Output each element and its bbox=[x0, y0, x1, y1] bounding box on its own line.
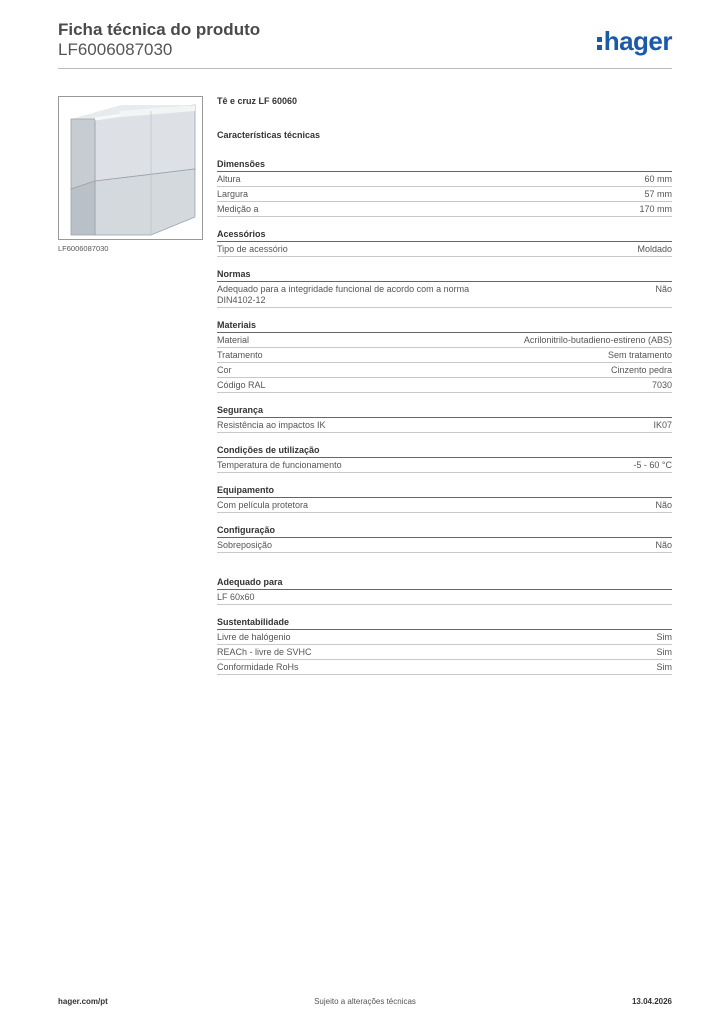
spec-value: Acrilonitrilo-butadieno-estireno (ABS) bbox=[523, 335, 672, 345]
section-title: Segurança bbox=[217, 405, 672, 418]
spec-row bbox=[217, 458, 672, 473]
spec-value: Sem tratamento bbox=[607, 350, 672, 360]
spec-value: Sim bbox=[656, 647, 672, 657]
spec-label: Livre de halógenio bbox=[217, 632, 291, 642]
spec-section bbox=[217, 577, 672, 605]
spec-label: Tipo de acessório bbox=[217, 244, 288, 254]
spec-value: 60 mm bbox=[644, 174, 672, 184]
spec-row bbox=[217, 498, 672, 513]
spec-value: IK07 bbox=[653, 420, 672, 430]
spec-row bbox=[217, 172, 672, 187]
spec-row bbox=[217, 363, 672, 378]
spec-section bbox=[217, 229, 672, 257]
spec-label: Adequado para a integridade funcional de acordo com a norma DIN4102-12 bbox=[217, 284, 470, 305]
spec-section bbox=[217, 617, 672, 675]
spec-value: 7030 bbox=[651, 380, 672, 390]
section-title: Adequado para bbox=[217, 577, 672, 590]
spec-value: Não bbox=[655, 540, 672, 550]
header-divider bbox=[58, 68, 672, 69]
spec-value: 170 mm bbox=[639, 204, 672, 214]
spec-row bbox=[217, 242, 672, 257]
spec-section bbox=[217, 269, 672, 308]
spec-label: Material bbox=[217, 335, 250, 345]
spec-label: Resistência ao impactos IK bbox=[217, 420, 326, 430]
spec-row bbox=[217, 645, 672, 660]
spec-row bbox=[217, 538, 672, 553]
spec-row bbox=[217, 418, 672, 433]
spec-label: Código RAL bbox=[217, 380, 266, 390]
spec-row bbox=[217, 333, 672, 348]
spec-row bbox=[217, 202, 672, 217]
spec-label: Tratamento bbox=[217, 350, 263, 360]
spec-label: Sobreposição bbox=[217, 540, 273, 550]
hager-logo bbox=[597, 26, 672, 57]
footer-date: 13.04.2026 bbox=[631, 997, 672, 1006]
spec-value: Moldado bbox=[637, 244, 672, 254]
spec-value: -5 - 60 °C bbox=[633, 460, 672, 470]
spec-section bbox=[217, 525, 672, 553]
section-title: Configuração bbox=[217, 525, 672, 538]
spec-value bbox=[662, 592, 672, 603]
product-image-caption: LF6006087030 bbox=[58, 244, 109, 253]
spec-value: Sim bbox=[656, 632, 672, 642]
spec-sections bbox=[217, 159, 672, 675]
document-header bbox=[58, 20, 672, 60]
section-title: Equipamento bbox=[217, 485, 672, 498]
spec-label: Cor bbox=[217, 365, 232, 375]
spec-heading: Características técnicas bbox=[217, 130, 321, 140]
spec-section bbox=[217, 405, 672, 433]
footer-notice: Sujeito a alterações técnicas bbox=[314, 997, 416, 1006]
product-tee-icon bbox=[59, 97, 202, 239]
spec-row bbox=[217, 282, 672, 308]
spec-section bbox=[217, 159, 672, 217]
logo-dots-icon bbox=[597, 34, 602, 53]
spec-section bbox=[217, 445, 672, 473]
spec-value: 57 mm bbox=[644, 189, 672, 199]
footer-website-link[interactable]: hager.com/pt bbox=[58, 997, 108, 1006]
specification-content bbox=[217, 96, 672, 675]
spec-label: Temperatura de funcionamento bbox=[217, 460, 342, 470]
product-name: Tê e cruz LF 60060 bbox=[217, 96, 298, 106]
spec-value: Sim bbox=[656, 662, 672, 672]
spec-value: Não bbox=[655, 500, 672, 510]
spec-label: Altura bbox=[217, 174, 241, 184]
spec-label: Medição a bbox=[217, 204, 259, 214]
spec-row bbox=[217, 590, 672, 605]
spec-value: Não bbox=[655, 284, 672, 294]
spec-label: Com película protetora bbox=[217, 500, 309, 510]
document-title: Ficha técnica do produto bbox=[58, 20, 261, 39]
logo-text: hager bbox=[603, 26, 672, 56]
spec-row bbox=[217, 378, 672, 393]
section-title: Materiais bbox=[217, 320, 672, 333]
spec-row bbox=[217, 660, 672, 675]
spec-label: Largura bbox=[217, 189, 249, 199]
product-image bbox=[58, 96, 203, 240]
spec-section bbox=[217, 485, 672, 513]
spec-label: LF 60x60 bbox=[217, 592, 255, 602]
spec-section bbox=[217, 320, 672, 393]
spec-row bbox=[217, 348, 672, 363]
spec-label: REACh - livre de SVHC bbox=[217, 647, 312, 657]
product-code: LF6006087030 bbox=[58, 40, 173, 59]
spec-row bbox=[217, 630, 672, 645]
spec-label: Conformidade RoHs bbox=[217, 662, 299, 672]
section-title: Sustentabilidade bbox=[217, 617, 672, 630]
section-title: Normas bbox=[217, 269, 672, 282]
section-title: Acessórios bbox=[217, 229, 672, 242]
spec-value: Cinzento pedra bbox=[610, 365, 672, 375]
section-title: Dimensões bbox=[217, 159, 672, 172]
section-title: Condições de utilização bbox=[217, 445, 672, 458]
spec-row bbox=[217, 187, 672, 202]
